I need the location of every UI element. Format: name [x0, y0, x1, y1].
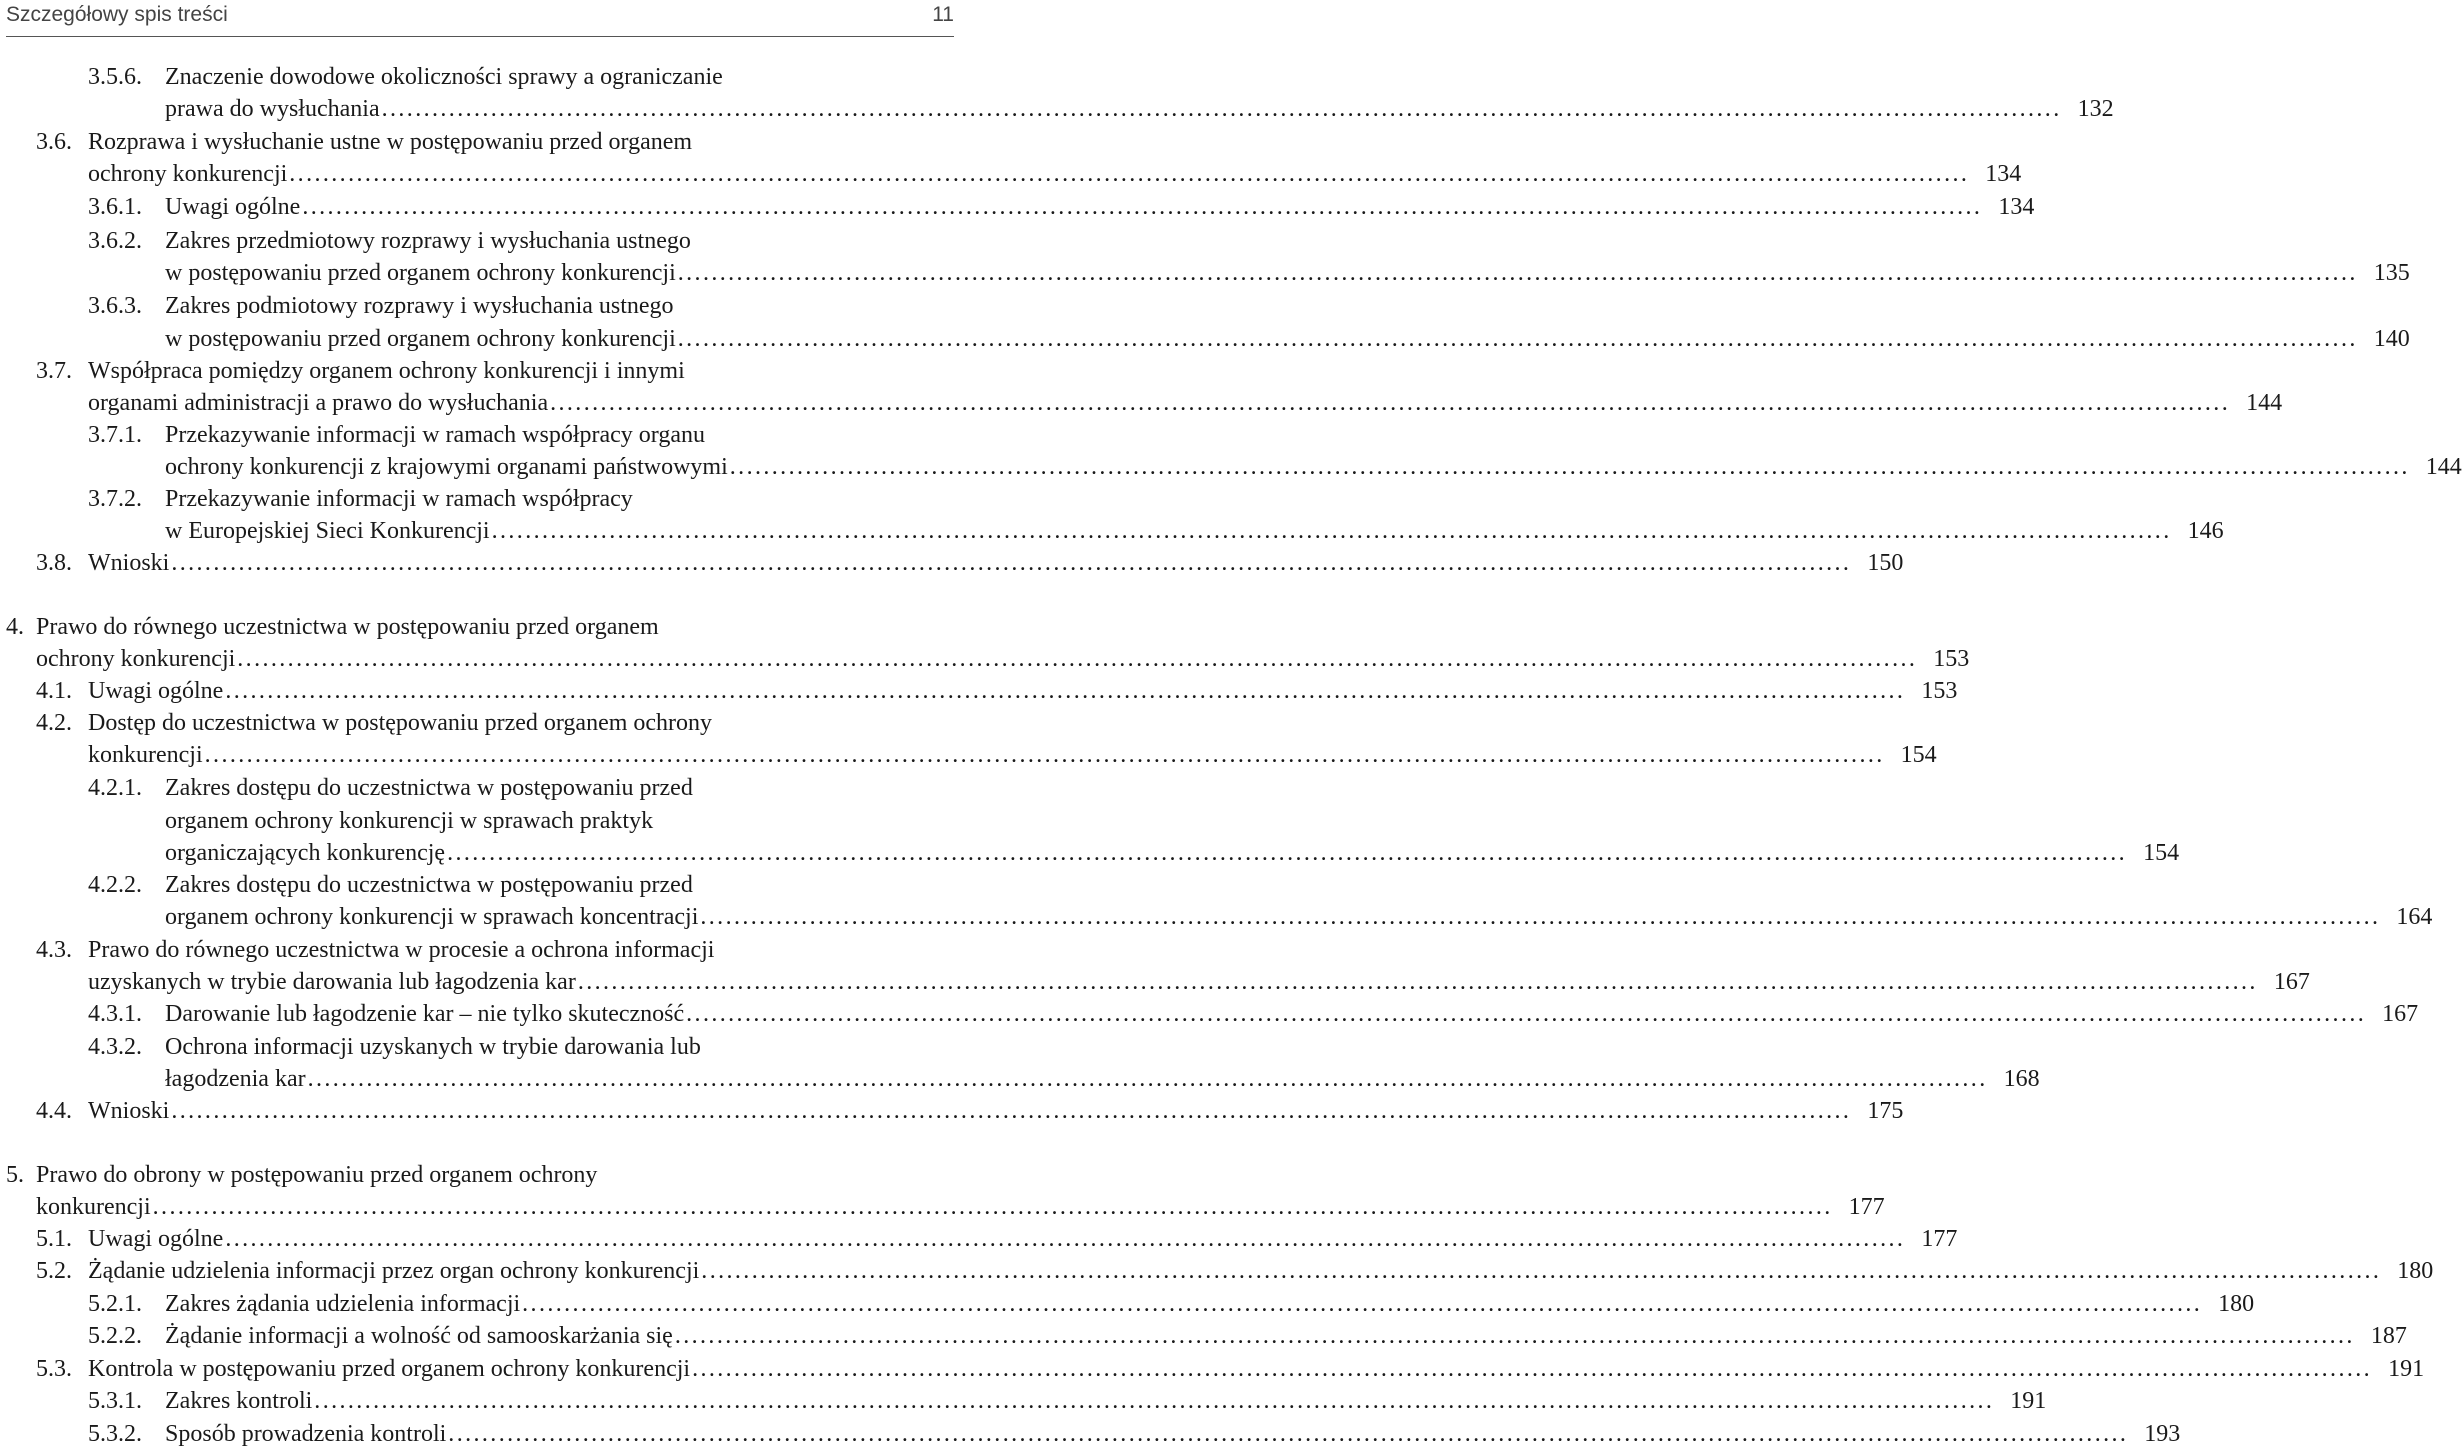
- toc-line: [0, 191, 2035, 223]
- leader-dots: ........................................................................................................................................................................................................: [700, 904, 2381, 930]
- toc-page-number: 134: [1985, 161, 2022, 187]
- leader-dots: ........................................................................................................................................................................................................: [314, 1388, 1995, 1414]
- toc-entry-title: w Europejskiej Sieci Konkurencji: [165, 518, 490, 544]
- toc-line: [0, 61, 960, 93]
- toc-entry-number: 4.3.: [36, 937, 72, 963]
- toc-entry-title: Zakres dostępu do uczestnictwa w postępowaniu przed: [165, 775, 693, 801]
- toc-entry-title: ochrony konkurencji z krajowymi organami państwowymi: [165, 454, 728, 480]
- toc-entry-number: 3.6.: [36, 129, 72, 155]
- leader-dots: ........................................................................................................................................................................................................: [204, 742, 1885, 768]
- toc-entry-number: 5.2.1.: [88, 1291, 142, 1317]
- toc-page-number: 140: [2373, 326, 2410, 352]
- toc-page-number: 180: [2218, 1291, 2255, 1317]
- toc-page-number: 167: [2382, 1001, 2419, 1027]
- toc-page-number: 191: [2388, 1356, 2425, 1382]
- leader-dots: ........................................................................................................................................................................................................: [686, 1001, 2367, 1027]
- toc-entry-title: Współpraca pomiędzy organem ochrony konkurencji i innymi: [88, 358, 685, 384]
- toc-line: [0, 126, 960, 158]
- toc-line: [0, 1191, 1885, 1223]
- toc-line: [0, 451, 2462, 483]
- toc-page-number: 191: [2010, 1388, 2047, 1414]
- toc-entry-number: 5.: [6, 1162, 24, 1188]
- leader-dots: ........................................................................................................................................................................................................: [577, 969, 2258, 995]
- toc-line: [0, 1095, 1904, 1127]
- toc-page-number: 187: [2370, 1323, 2407, 1349]
- toc-page-number: 132: [2077, 96, 2114, 122]
- toc-page-number: 175: [1867, 1098, 1904, 1124]
- toc-page-number: 154: [1900, 742, 1937, 768]
- toc-page-number: 134: [1998, 194, 2035, 220]
- toc-line: [0, 257, 2410, 289]
- toc-entry-number: 3.6.1.: [88, 194, 142, 220]
- toc-page-number: 180: [2397, 1258, 2434, 1284]
- leader-dots: ........................................................................................................................................................................................................: [550, 390, 2231, 416]
- toc-entry-number: 4.3.1.: [88, 1001, 142, 1027]
- toc-entry-title: ochrony konkurencji: [36, 646, 236, 672]
- toc-entry-title: w postępowaniu przed organem ochrony konkurencji: [165, 326, 676, 352]
- toc-line: [0, 966, 2310, 998]
- toc-entry-title: Rozprawa i wysłuchanie ustne w postępowaniu przed organem: [88, 129, 693, 155]
- toc-entry-title: Zakres kontroli: [165, 1388, 313, 1414]
- toc-entry-title: Przekazywanie informacji w ramach współpracy: [165, 486, 633, 512]
- toc-line: [0, 1320, 2407, 1352]
- toc-page-number: 144: [2425, 454, 2462, 480]
- toc-line: [0, 1063, 2040, 1095]
- toc-entry-number: 4.4.: [36, 1098, 72, 1124]
- toc-entry-number: 3.7.1.: [88, 422, 142, 448]
- toc-entry-number: 4.2.2.: [88, 872, 142, 898]
- toc-line: [0, 225, 960, 257]
- leader-dots: ........................................................................................................................................................................................................: [447, 840, 2128, 866]
- toc-line: [0, 1031, 960, 1063]
- page-number: 11: [932, 3, 954, 26]
- toc-entry-title: Sposób prowadzenia kontroli: [165, 1421, 447, 1447]
- toc-entry-title: Zakres dostępu do uczestnictwa w postępowaniu przed: [165, 872, 693, 898]
- toc-entry-number: 3.8.: [36, 550, 72, 576]
- leader-dots: ........................................................................................................................................................................................................: [692, 1356, 2373, 1382]
- toc-entry-title: Ochrona informacji uzyskanych w trybie darowania lub: [165, 1034, 701, 1060]
- toc-entry-title: Prawo do równego uczestnictwa w postępowaniu przed organem: [36, 614, 659, 640]
- running-title: Szczegółowy spis treści: [6, 3, 228, 26]
- toc-line: [0, 158, 2022, 190]
- toc-page-number: 146: [2187, 518, 2224, 544]
- toc-page-number: 193: [2144, 1421, 2181, 1447]
- toc-page-number: 177: [1921, 1226, 1958, 1252]
- toc-entry-title: Żądanie udzielenia informacji przez organ ochrony konkurencji: [88, 1258, 700, 1284]
- leader-dots: ........................................................................................................................................................................................................: [701, 1258, 2382, 1284]
- leader-dots: ........................................................................................................................................................................................................: [302, 194, 1983, 220]
- toc-entry-number: 5.3.1.: [88, 1388, 142, 1414]
- toc-entry-title: Prawo do równego uczestnictwa w procesie a ochrona informacji: [88, 937, 715, 963]
- toc-entry-title: ochrony konkurencji: [88, 161, 288, 187]
- toc-line: [0, 611, 960, 643]
- toc-entry-title: konkurencji: [88, 742, 203, 768]
- toc-line: [0, 1353, 2425, 1385]
- toc-entry-title: w postępowaniu przed organem ochrony konkurencji: [165, 260, 676, 286]
- toc-entry-title: organem ochrony konkurencji w sprawach koncentracji: [165, 904, 699, 930]
- toc-entry-title: uzyskanych w trybie darowania lub łagodzenia kar: [88, 969, 576, 995]
- toc-line: [0, 1223, 1958, 1255]
- toc-entry-number: 5.3.: [36, 1356, 72, 1382]
- toc-entry-title: Darowanie lub łagodzenie kar – nie tylko skuteczność: [165, 1001, 685, 1027]
- toc-entry-title: Znaczenie dowodowe okoliczności sprawy a ograniczanie: [165, 64, 723, 90]
- toc-line: [0, 419, 960, 451]
- toc-entry-title: Uwagi ogólne: [165, 194, 301, 220]
- toc-entry-title: Prawo do obrony w postępowaniu przed organem ochrony: [36, 1162, 598, 1188]
- toc-entry-title: Wnioski: [88, 1098, 170, 1124]
- toc-entry-number: 4.1.: [36, 678, 72, 704]
- toc-line: [0, 805, 960, 837]
- toc-line: [0, 675, 1958, 707]
- toc-page-number: 150: [1867, 550, 1904, 576]
- toc-entry-number: 3.7.: [36, 358, 72, 384]
- toc-line: [0, 772, 960, 804]
- toc-line: [0, 901, 2433, 933]
- toc-line: [0, 869, 960, 901]
- leader-dots: ........................................................................................................................................................................................................: [491, 518, 2172, 544]
- leader-dots: ........................................................................................................................................................................................................: [448, 1421, 2129, 1447]
- toc-line: [0, 1255, 2434, 1287]
- toc-line: [0, 355, 960, 387]
- toc-line: [0, 323, 2410, 355]
- toc-entry-title: Żądanie informacji a wolność od samooskarżania się: [165, 1323, 673, 1349]
- toc-line: [0, 1288, 2255, 1320]
- leader-dots: ........................................................................................................................................................................................................: [171, 1098, 1852, 1124]
- leader-dots: ........................................................................................................................................................................................................: [225, 1226, 1906, 1252]
- toc-page-number: 144: [2246, 390, 2283, 416]
- toc-entry-number: 4.: [6, 614, 24, 640]
- toc-entry-title: prawa do wysłuchania: [165, 96, 380, 122]
- toc-entry-title: Wnioski: [88, 550, 170, 576]
- toc-entry-number: 3.6.3.: [88, 293, 142, 319]
- toc-entry-title: Przekazywanie informacji w ramach współpracy organu: [165, 422, 706, 448]
- toc-entry-title: Zakres podmiotowy rozprawy i wysłuchania ustnego: [165, 293, 674, 319]
- leader-dots: ........................................................................................................................................................................................................: [225, 678, 1906, 704]
- toc-line: [0, 1159, 960, 1191]
- leader-dots: ........................................................................................................................................................................................................: [381, 96, 2062, 122]
- toc-entry-number: 5.1.: [36, 1226, 72, 1252]
- toc-entry-title: organami administracji a prawo do wysłuchania: [88, 390, 549, 416]
- toc-page-number: 135: [2373, 260, 2410, 286]
- toc-entry-number: 5.2.: [36, 1258, 72, 1284]
- toc-page-number: 153: [1933, 646, 1970, 672]
- leader-dots: ........................................................................................................................................................................................................: [677, 326, 2358, 352]
- toc-page-number: 154: [2143, 840, 2180, 866]
- toc-entry-title: organiczających konkurencję: [165, 840, 446, 866]
- leader-dots: ........................................................................................................................................................................................................: [674, 1323, 2355, 1349]
- toc-entry-title: łagodzenia kar: [165, 1066, 306, 1092]
- leader-dots: ........................................................................................................................................................................................................: [729, 454, 2410, 480]
- leader-dots: ........................................................................................................................................................................................................: [307, 1066, 1988, 1092]
- toc-line: [0, 837, 2180, 869]
- toc-page-number: 168: [2003, 1066, 2040, 1092]
- toc-page-number: 167: [2273, 969, 2310, 995]
- leader-dots: ........................................................................................................................................................................................................: [289, 161, 1970, 187]
- toc-line: [0, 290, 960, 322]
- toc-entry-title: Dostęp do uczestnictwa w postępowaniu przed organem ochrony: [88, 710, 713, 736]
- leader-dots: ........................................................................................................................................................................................................: [677, 260, 2358, 286]
- toc-line: [0, 483, 960, 515]
- toc-entry-title: Zakres przedmiotowy rozprawy i wysłuchania ustnego: [165, 228, 691, 254]
- toc-line: [0, 1385, 2047, 1417]
- toc-entry-title: organem ochrony konkurencji w sprawach praktyk: [165, 808, 654, 834]
- toc-entry-number: 5.2.2.: [88, 1323, 142, 1349]
- leader-dots: ........................................................................................................................................................................................................: [152, 1194, 1833, 1220]
- toc-line: [0, 93, 2114, 125]
- leader-dots: ........................................................................................................................................................................................................: [171, 550, 1852, 576]
- toc-entry-title: Zakres żądania udzielenia informacji: [165, 1291, 521, 1317]
- toc-page-number: 164: [2396, 904, 2433, 930]
- toc-page-number: 177: [1848, 1194, 1885, 1220]
- toc-entry-title: Uwagi ogólne: [88, 1226, 224, 1252]
- toc-entry-number: 5.3.2.: [88, 1421, 142, 1447]
- toc-line: [0, 934, 960, 966]
- toc-entry-number: 3.7.2.: [88, 486, 142, 512]
- toc-entry-number: 4.2.: [36, 710, 72, 736]
- toc-entry-title: konkurencji: [36, 1194, 151, 1220]
- leader-dots: ........................................................................................................................................................................................................: [237, 646, 1918, 672]
- toc-page-number: 153: [1921, 678, 1958, 704]
- toc-line: [0, 998, 2419, 1030]
- toc-entry-number: 4.2.1.: [88, 775, 142, 801]
- toc-entry-number: 4.3.2.: [88, 1034, 142, 1060]
- toc-line: [0, 1418, 2181, 1450]
- toc-line: [0, 547, 1904, 579]
- toc-line: [0, 515, 2224, 547]
- toc-entry-number: 3.5.6.: [88, 64, 142, 90]
- toc-entry-number: 3.6.2.: [88, 228, 142, 254]
- toc-line: [0, 387, 2283, 419]
- toc-entry-title: Uwagi ogólne: [88, 678, 224, 704]
- leader-dots: ........................................................................................................................................................................................................: [522, 1291, 2203, 1317]
- toc-line: [0, 643, 1970, 675]
- toc-line: [0, 707, 960, 739]
- toc-line: [0, 739, 1937, 771]
- toc-entry-title: Kontrola w postępowaniu przed organem ochrony konkurencji: [88, 1356, 691, 1382]
